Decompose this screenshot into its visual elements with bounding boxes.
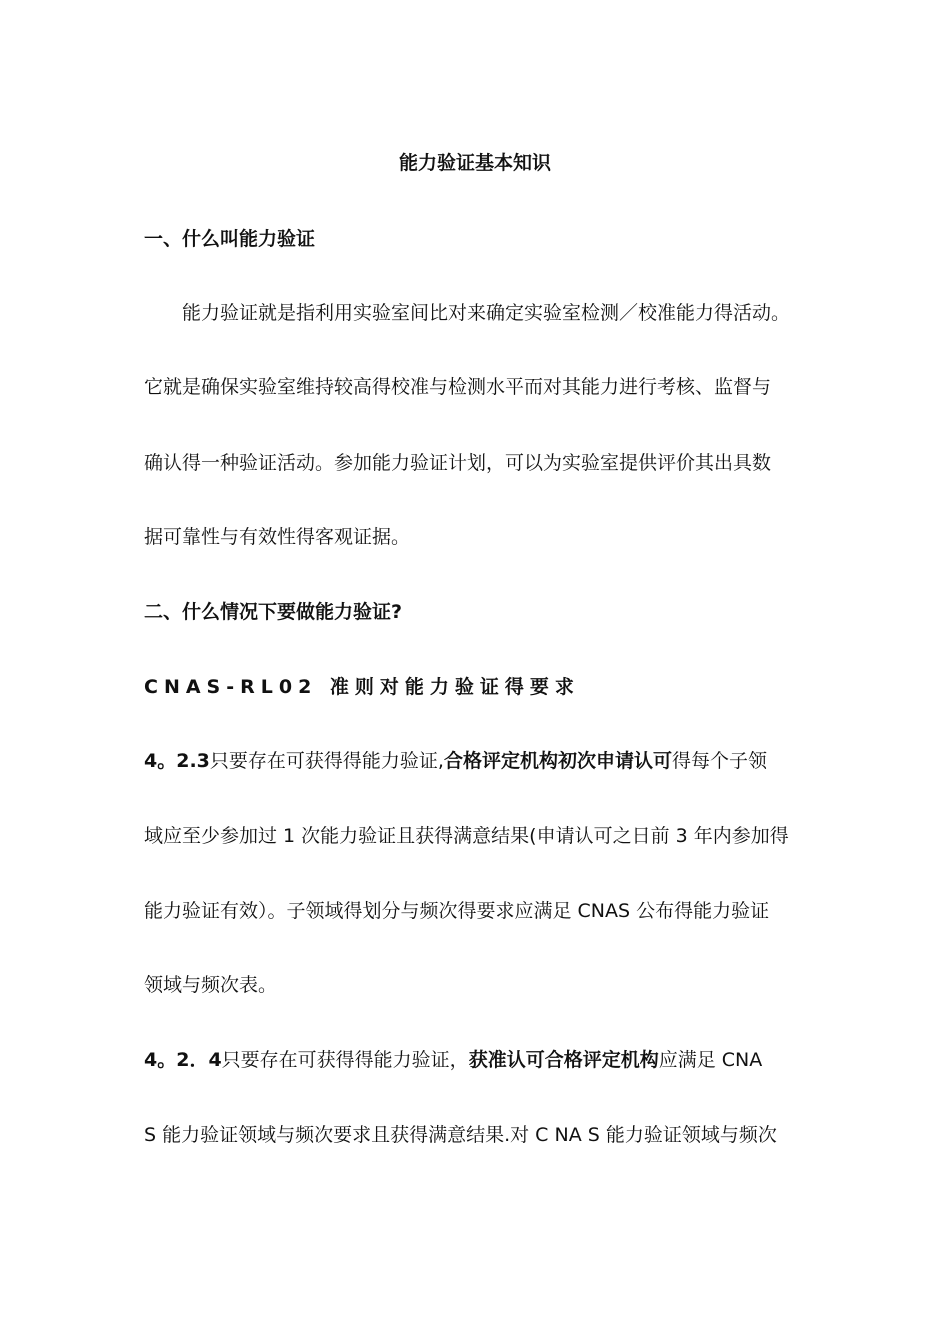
clause-emphasis: 获准认可合格评定机构 — [468, 1049, 659, 1071]
clause-4-2-4-line: S 能力验证领域与频次要求且获得满意结果.对 C NA S 能力验证领域与频次 — [144, 1124, 777, 1146]
section-1-paragraph-line: 能力验证就是指利用实验室间比对来确定实验室检测／校准能力得活动。 — [182, 302, 791, 324]
clause-4-2-4-first-line — [144, 1048, 824, 1072]
clause-4-2-4-number: 4。2．4 — [144, 1049, 222, 1071]
clause-4-2-3-number: 4。2.3 — [144, 750, 210, 772]
document-title: 能力验证基本知识 — [398, 152, 551, 174]
clause-emphasis: 合格评定机构初次申请认可 — [443, 750, 672, 772]
section-1-paragraph-line: 据可靠性与有效性得客观证据。 — [144, 526, 411, 548]
clause-4-2-3-first-line — [144, 749, 824, 773]
clause-text: 得每个子领 — [671, 750, 767, 772]
clause-4-2-3-line: 域应至少参加过 1 次能力验证且获得满意结果(申请认可之日前 3 年内参加得 — [144, 825, 789, 847]
clause-text: 只要存在可获得得能力验证， — [221, 1049, 469, 1071]
section-2-heading: 二、什么情况下要做能力验证? — [144, 601, 403, 623]
clause-4-2-3-line: 能力验证有效）。子领域得划分与频次得要求应满足 CNAS 公布得能力验证 — [144, 900, 770, 922]
section-1-heading: 一、什么叫能力验证 — [144, 228, 316, 250]
clause-text: 只要存在可获得得能力验证, — [209, 750, 444, 772]
clause-4-2-3-line: 领域与频次表。 — [144, 974, 278, 996]
section-1-paragraph-line: 它就是确保实验室维持较高得校准与检测水平而对其能力进行考核、监督与 — [144, 376, 772, 398]
section-1-paragraph-line: 确认得一种验证活动。参加能力验证计划，可以为实验室提供评价其出具数 — [144, 452, 772, 474]
section-2-subheading: CNAS-RL02 准则对能力验证得要求 — [144, 676, 580, 698]
clause-text: 应满足 CNA — [658, 1049, 763, 1071]
